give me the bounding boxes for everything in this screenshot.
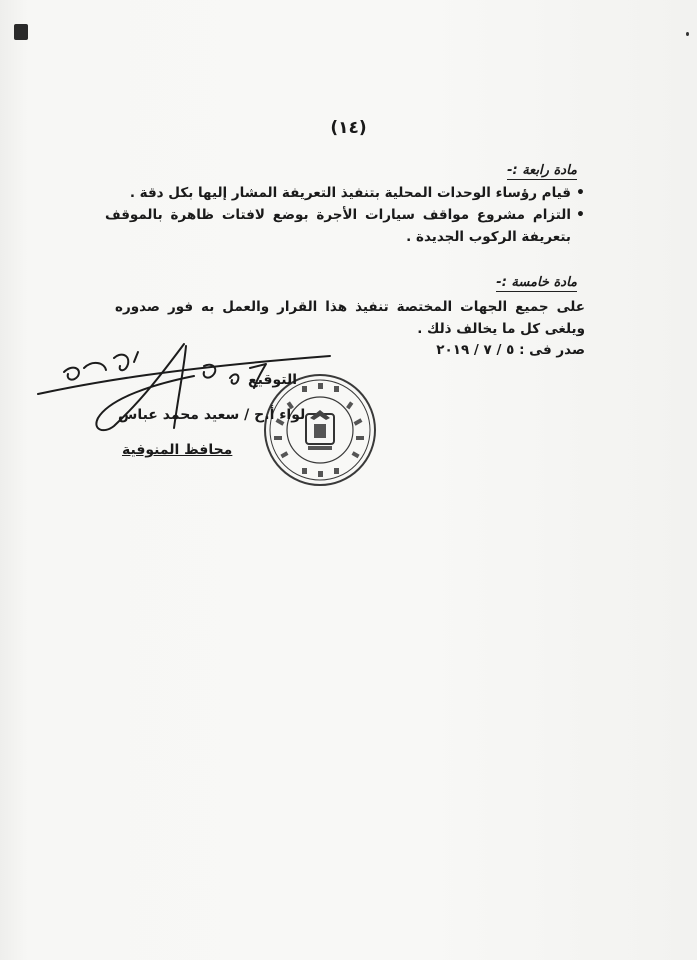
signature-title: التوقيع <box>248 372 297 388</box>
article-4-item: • التزام مشروع مواقف سيارات الأجرة بوضع لافتات ظاهرة بالموقف بتعريفة الركوب الجديدة . <box>105 204 585 248</box>
article-4-item: • قيام رؤساء الوحدات المحلية بتنفيذ التعريفة المشار إليها بكل دقة . <box>105 182 585 204</box>
signatory-position: محافظ المنوفية <box>122 442 233 458</box>
article-4-list <box>105 182 585 248</box>
handwritten-signature <box>34 338 334 438</box>
article-5-heading: مادة خامسة :- <box>496 275 577 290</box>
scan-speck <box>686 32 689 36</box>
issue-date: صدر فى : ٥ / ٧ / ٢٠١٩ <box>436 342 585 358</box>
signatory-name: لواء أ.ح / سعيد محمد عباس <box>118 407 306 423</box>
article-4-heading: مادة رابعة :- <box>507 163 577 178</box>
scan-mark <box>14 24 28 40</box>
page-number: (١٤) <box>330 118 367 138</box>
article-5-text: على جميع الجهات المختصة تنفيذ هذا القرار والعمل به فور صدوره ويلغى كل ما يخالف ذلك . <box>115 299 585 337</box>
